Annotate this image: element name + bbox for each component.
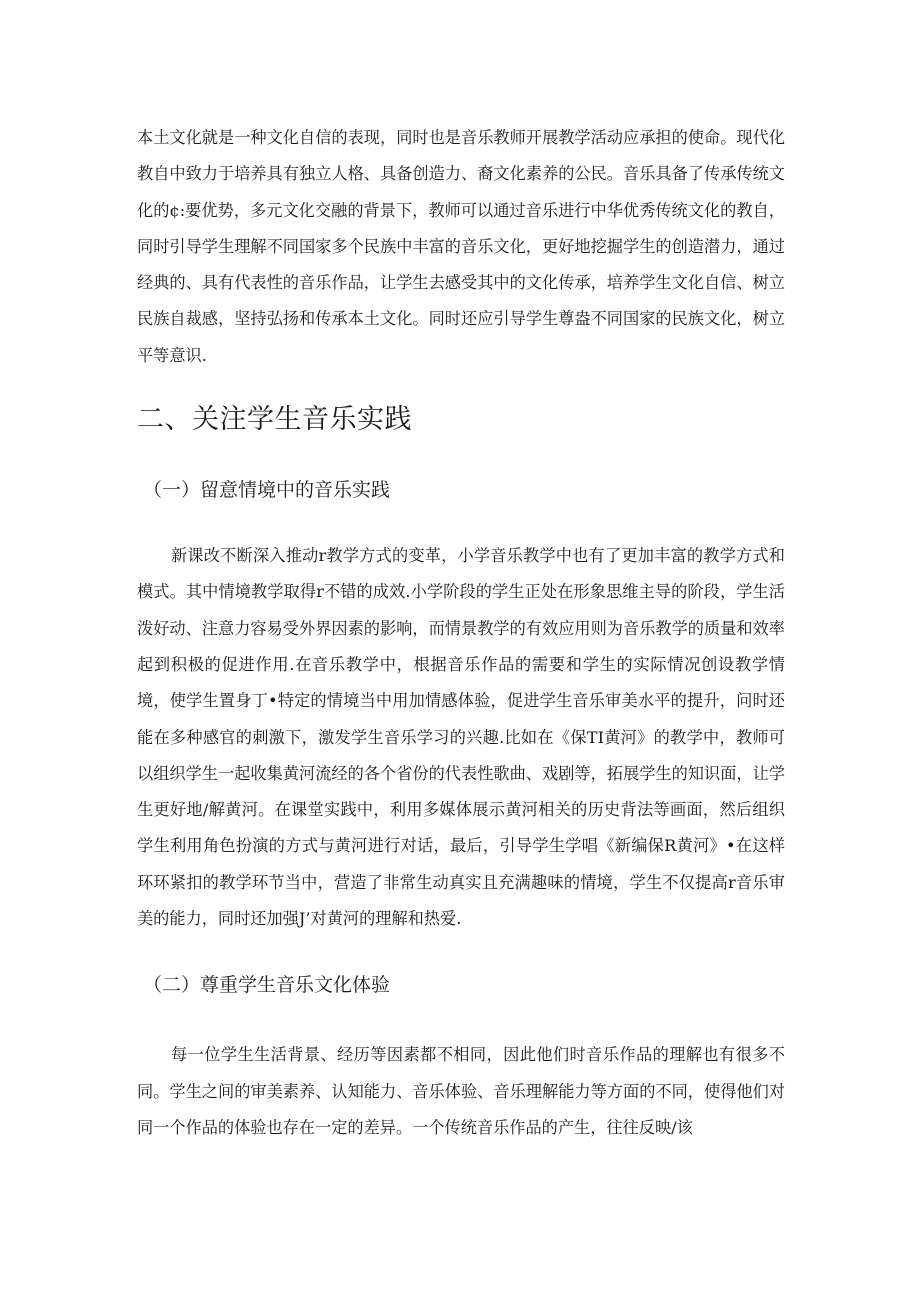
paragraph-student-differences: 每一位学生生活背景、经历等因素都不相同，因此他们时音乐作品的理解也有很多不同。学生之间的审美素养、认知能力、音乐体验、音乐理解能力等方面的不同，使得他们对同一个作品的体验也存在一定的差异。一个传统音乐作品的产生，往往反映/该 (137, 1045, 785, 1137)
subsection-title-cultural-experience: （二）尊重学生音乐文化体验 (143, 974, 391, 997)
subsection-title-situational-practice: （一）留意情境中的音乐实践 (143, 479, 391, 502)
paragraph-situational-teaching: 新课改不断深入推动r教学方式的变革，小学音乐教学中也有了更加丰富的教学方式和模式。其中情境教学取得r不错的成效.小学阶段的学生正处在形象思维主导的阶段，学生活泼好动、注意力容易受外界因素的影响，而情景教学的有效应用则为音乐教学的质量和效率起到积极的促进作用.在音乐教学中，根据音乐作品的需要和学生的实际情况创设教学情境，使学生置身丁•特定的情境当中用加情感体验，促进学生音乐审美水平的提升，问时还能在多种感官的刺激下，激发学生音乐学习的兴趣.比如在《保TI黄河》的教学中，教师可以组织学生一起收集黄河流经的各个省份的代表性歌曲、戏剧等，拓展学生的知识面，让学生更好地/解黄河。在课堂实践中，利用多媒体展示黄河相关的历史背法等画面，然后组织学生利用角色扮演的方式与黄河进行对话，最后，引导学生学唱《新编保R黄河》•在这样环环紧扣的教学环节当中，营造了非常生动真实且充满趣味的情境，学生不仅提高r音乐审美的能力，同时还加强J’对黄河的理解和热爱. (137, 546, 785, 929)
document-page (137, 120, 785, 1146)
paragraph-culture-confidence: 本土文化就是一种文化自信的表现，同时也是音乐教师开展教学活动应承担的使命。现代化教自中致力于培养具有独立人格、具备创造力、裔文化素养的公民。音乐具备了传承传统文化的¢:要优势，多元文化交融的背景下，教师可以通过音乐进行中华优秀传统文化的教自，同时引导学生理解不同国家多个民族中丰富的音乐文化，更好地挖掘学生的创造潜力，通过经典的、具有代表性的音乐作品，让学生去感受其中的文化传承，培养学生文化自信、树立民族自裁感，坚持弘扬和传承本土文化。同时还应引导学生尊盎不同国家的民族文化，树立平等意识. (137, 128, 785, 365)
section-title-music-practice: 二、关注学生音乐实践 (137, 404, 412, 436)
